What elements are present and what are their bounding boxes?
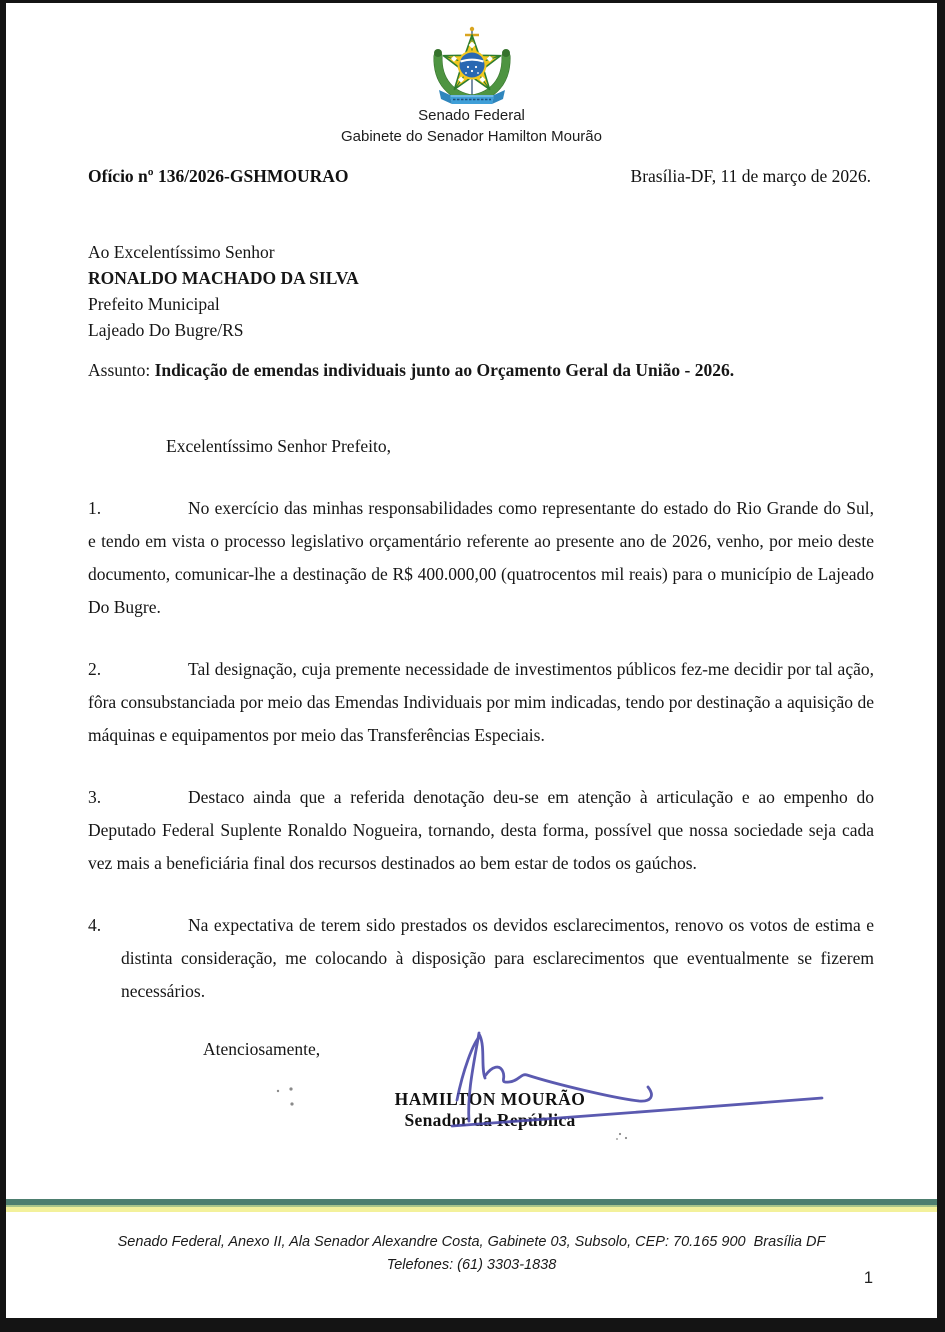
paragraph-number: 2. bbox=[88, 659, 102, 679]
body-paragraph bbox=[88, 781, 874, 880]
body-paragraphs bbox=[88, 492, 874, 1037]
subject-text: Indicação de emendas individuais junto ao Orçamento Geral da União - 2026. bbox=[154, 360, 735, 380]
brazil-coat-of-arms-icon bbox=[420, 21, 524, 109]
paragraph-text: Tal designação, cuja premente necessidade de investimentos públicos fez-me decidir por tal ação, fôra consubstanciada por meio das Emendas Individuais por mim indicadas, tendo por destinação a aquisição de máquinas e equipamentos por meio das Transferências Especiais. bbox=[88, 659, 874, 745]
paragraph-number: 3. bbox=[88, 787, 102, 807]
body-paragraph bbox=[88, 492, 874, 624]
addressee-city: Lajeado Do Bugre/RS bbox=[88, 320, 244, 340]
reference-row bbox=[88, 166, 871, 187]
footer-address: Senado Federal, Anexo II, Ala Senador Alexandre Costa, Gabinete 03, Subsolo, CEP: 70.165 900 Brasília DF bbox=[117, 1234, 826, 1250]
oficio-number: Ofício nº 136/2026-GSHMOURAO bbox=[88, 166, 349, 186]
signer-name: HAMILTON MOURÃO bbox=[394, 1089, 586, 1109]
addressee-salutation: Ao Excelentíssimo Senhor bbox=[88, 242, 275, 262]
signer-title: Senador da República bbox=[404, 1110, 576, 1130]
paragraph-number: 4. bbox=[88, 915, 102, 935]
signature-block bbox=[334, 1089, 646, 1131]
subject-label: Assunto: bbox=[88, 360, 151, 380]
paragraph-text: Na expectativa de terem sido prestados os devidos esclarecimentos, renovo os votos de estima e distinta consideração, me colocando à disposição para esclarecimentos que eventualmente se fizerem necessários. bbox=[121, 915, 874, 1001]
letter-page bbox=[6, 3, 937, 1318]
paragraph-number: 1. bbox=[88, 498, 102, 518]
place-date: Brasília-DF, 11 de março de 2026. bbox=[630, 166, 871, 186]
page-number: 1 bbox=[863, 1269, 873, 1287]
paragraph-text: Destaco ainda que a referida denotação deu-se em atenção à articulação e ao empenho do Deputado Federal Suplente Ronaldo Nogueira, tornando, desta forma, possível que nossa sociedade seja cada vez mais a beneficiária final dos recursos destinados ao bem estar de todos os gaúchos. bbox=[88, 787, 874, 873]
footer-stripe-yellow bbox=[6, 1207, 937, 1212]
org-name: Senado Federal bbox=[418, 107, 525, 124]
addressee-block bbox=[88, 239, 359, 343]
footer-phones: Telefones: (61) 3303-1838 bbox=[386, 1257, 557, 1273]
addressee-role: Prefeito Municipal bbox=[88, 294, 220, 314]
addressee-name: RONALDO MACHADO DA SILVA bbox=[88, 268, 359, 288]
body-paragraph bbox=[88, 909, 874, 1008]
body-paragraph bbox=[88, 653, 874, 752]
closing: Atenciosamente, bbox=[203, 1039, 321, 1059]
paragraph-text: No exercício das minhas responsabilidades como representante do estado do Rio Grande do Sul, e tendo em vista o processo legislativo orçamentário referente ao presente ano de 2026, venho, por meio deste documento, comunicar-lhe a destinação de R$ 400.000,00 (quatrocentos mil reais) para o município de Lajeado Do Bugre. bbox=[88, 498, 874, 617]
office-name: Gabinete do Senador Hamilton Mourão bbox=[341, 128, 602, 145]
salutation: Excelentíssimo Senhor Prefeito, bbox=[166, 436, 392, 456]
subject-line bbox=[88, 360, 734, 381]
